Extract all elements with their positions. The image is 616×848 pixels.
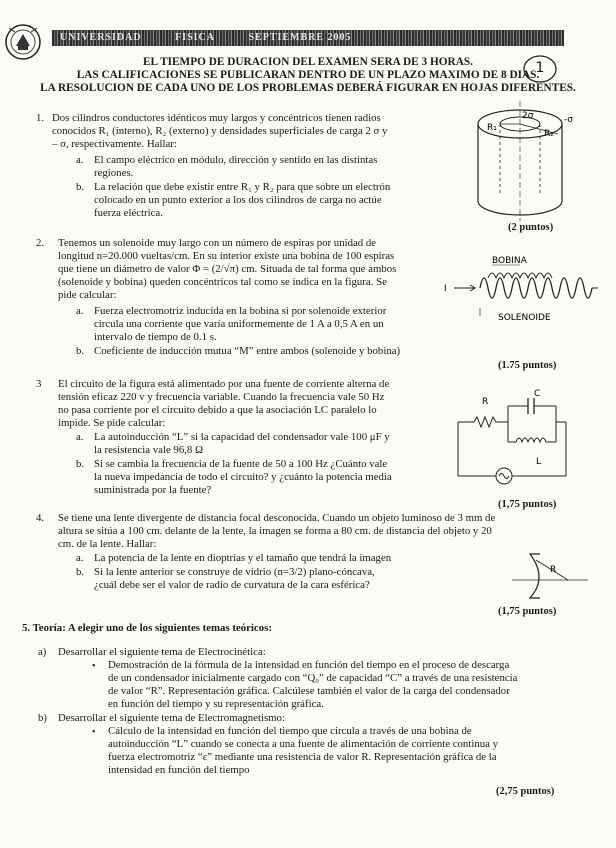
problem-4-points: (1,75 puntos)	[498, 606, 557, 617]
problem-4-number: 4.	[36, 512, 45, 524]
cylinder-sigma-inner: 2σ	[522, 111, 534, 121]
exam-header-bar	[52, 30, 564, 46]
subitem-label: b.	[76, 458, 85, 470]
problem-2b-text	[94, 345, 400, 358]
problem-3b-text	[94, 458, 392, 497]
problem-2b-line: Coeficiente de inducción mutua “M” entre ambos (solenoide y bobina)	[94, 345, 401, 357]
theory-a-line: de valor “R”. Representación gráfica. Calcúlese también el valor de la carga del condensador	[108, 685, 510, 697]
current-label: I	[444, 284, 447, 294]
theory-b-line: fuerza electromotriz “ε” mediante una resistencia de valor R. Representación gráfica de la	[108, 751, 497, 763]
problem-1a-line: El campo eléctrico en módulo, dirección y sentido en las distintas	[94, 154, 378, 166]
header-date: SEPTIEMBRE 2005	[248, 32, 352, 43]
problem-2-line: pide calcular:	[58, 289, 117, 301]
problem-3b-line: suministrada por la fuente?	[94, 484, 212, 496]
problem-1b-line: La relación que debe existir entre R₁ y R₂ para que sobre un electrón	[94, 181, 391, 193]
problem-2a-text	[94, 305, 386, 344]
theory-option-a-label: a)	[38, 646, 47, 658]
theory-b-line: Cálculo de la intensidad en función del tiempo que circula a través de una bobina de	[108, 725, 472, 737]
theory-a-line: Demostración de la fórmula de la intensidad en función del tiempo en el proceso de descarga	[108, 659, 510, 671]
lc-circuit-figure	[452, 384, 572, 492]
problem-4a-text	[94, 552, 391, 565]
problem-1-points: (2 puntos)	[508, 222, 554, 233]
problem-4b-line: ¿cuál debe ser el valor de radio de curvatura de la cara esférica?	[94, 579, 370, 591]
subitem-label: b.	[76, 181, 85, 193]
problem-1-text	[52, 112, 387, 151]
plano-concave-lens-figure	[510, 550, 590, 600]
problem-2a-line: Fuerza electromotriz inducida en la bobina si por solenoide exterior	[94, 305, 387, 317]
capacitor-label: C	[534, 389, 541, 399]
theory-a-line: en función del tiempo y su representación gráfica.	[108, 698, 324, 710]
solenoide-label: SOLENOIDE	[498, 313, 551, 323]
problem-3-points: (1,75 puntos)	[498, 499, 557, 510]
problem-2-line: longitud n=20.000 vueltas/cm. En su interior existe una bobina de 100 espiras	[58, 250, 395, 262]
subitem-label: a.	[76, 305, 84, 317]
notice-sheets: LA RESOLUCION DE CADA UNO DE LOS PROBLEMAS DEBERÁ FIGURAR EN HOJAS DIFERENTES.	[40, 82, 576, 94]
problem-2-points: (1.75 puntos)	[498, 360, 557, 371]
problem-4-line: altura se sitúa a 100 cm. delante de la lente, la imagen se forma a 80 cm. de distancia del objeto y 20	[58, 525, 492, 537]
cylinder-r1-label: R₁	[487, 123, 497, 133]
problem-3-number: 3	[36, 378, 42, 390]
problem-3b-line: Si se cambia la frecuencia de la fuente de 50 a 100 Hz ¿Cuánto vale	[94, 458, 388, 470]
problem-3-text	[58, 378, 389, 430]
problem-1a-text	[94, 154, 377, 180]
theory-b-line: autoinducción “L” cuando se conecta a una fuente de alimentación de corriente continua y	[108, 738, 499, 750]
theory-option-a-text	[108, 659, 517, 711]
problem-2a-line: intervalo de tiempo de 0.1 s.	[94, 331, 217, 343]
problem-3-line: El circuito de la figura está alimentado por una fuente de corriente alterna de	[58, 378, 390, 390]
problem-1-number: 1.	[36, 112, 45, 124]
problem-2-line: (solenoide y bobina) queden concéntricos tal como se indica en la figura. Se	[58, 276, 387, 288]
bobina-label: BOBINA	[492, 256, 527, 266]
notice-grades: LAS CALIFICACIONES SE PUBLICARAN DENTRO DE UN PLAZO MAXIMO DE 8 DIAS.	[76, 69, 540, 81]
bullet-icon: •	[92, 727, 96, 738]
theory-b-line: intensidad en función del tiempo	[108, 764, 250, 776]
problem-1b-text	[94, 181, 390, 220]
inductor-label: L	[536, 457, 542, 467]
problem-3a-line: La autoinducción “L” si la capacidad del condensador vale 100 μF y	[94, 431, 390, 443]
subitem-label: a.	[76, 154, 84, 166]
subitem-label: b.	[76, 345, 85, 357]
cylinder-sigma-outer: -σ	[564, 115, 573, 125]
theory-title: 5. Teoría: A elegir uno de los siguientes temas teóricos:	[22, 622, 272, 634]
theory-option-b-intro: Desarrollar el siguiente tema de Electromagnetismo:	[58, 712, 285, 724]
solenoid-figure	[440, 248, 600, 326]
problem-1-line: – σ, respectivamente. Hallar:	[52, 138, 177, 150]
problem-1b-line: fuerza eléctrica.	[94, 207, 163, 219]
notice-duration: EL TIEMPO DE DURACION DEL EXAMEN SERA DE 3 HORAS.	[143, 56, 473, 68]
subitem-label: a.	[76, 431, 84, 443]
exam-number: 1	[535, 60, 545, 76]
problem-2-line: Tenemos un solenoide muy largo con un número de espiras por unidad de	[58, 237, 377, 249]
subitem-label: b.	[76, 566, 85, 578]
problem-3-line: no pasa corriente por el circuito debido a que la asociación LC paralelo lo	[58, 404, 377, 416]
problem-4b-line: Si la lente anterior se construye de vidrio (n=3/2) plano-cóncava,	[94, 566, 375, 578]
concentric-cylinders-figure	[470, 96, 580, 226]
theory-a-line: de un condensador inicialmente cargado con “Q₀” de capacidad “C” a través de una resistencia	[108, 672, 518, 684]
problem-4-text	[58, 512, 495, 551]
problem-3b-line: la nueva impedancia de todo el circuito? y ¿cuánto la potencia media	[94, 471, 392, 483]
theory-option-a-intro: Desarrollar el siguiente tema de Electrocinética:	[58, 646, 266, 658]
problem-2-line: que tiene un diámetro de valor Φ = (2/√π) cm. Situada de tal forma que ambos	[58, 263, 397, 275]
problem-4-line: cm. de la lente. Hallar:	[58, 538, 157, 550]
problem-2a-line: circula una corriente que varía uniformemente de 1 A a 0,5 A en un	[94, 318, 384, 330]
subitem-label: a.	[76, 552, 84, 564]
bullet-icon: •	[92, 661, 96, 672]
problem-3-line: tensión eficaz 220 v y frecuencia variable. Cuando la frecuencia vale 50 Hz	[58, 391, 385, 403]
cylinder-r2-label: R₂	[544, 129, 554, 139]
theory-option-b-text	[108, 725, 498, 777]
problem-4-line: Se tiene una lente divergente de distancia focal desconocida. Cuando un objeto luminoso de 3 mm de	[58, 512, 496, 524]
problem-4a-line: La potencia de la lente en dioptrías y el tamaño que tendrá la imagen	[94, 552, 392, 564]
header-university: UNIVERSIDAD	[60, 32, 142, 43]
problem-4b-text	[94, 566, 375, 592]
problem-2-text	[58, 237, 396, 302]
problem-1-line: Dos cilindros conductores idénticos muy largos y concéntricos tienen radios	[52, 112, 381, 124]
problem-3a-text	[94, 431, 390, 457]
lens-radius-label: R	[550, 565, 557, 575]
header-subject: FISICA	[175, 32, 215, 43]
theory-points: (2,75 puntos)	[496, 786, 555, 797]
problem-3-line: impide. Se pide calcular:	[58, 417, 166, 429]
problem-1-line: conocidos R₁ (interno), R₂ (externo) y densidades superficiales de carga 2 σ y	[52, 125, 388, 137]
problem-2-number: 2.	[36, 237, 45, 249]
problem-1a-line: regiones.	[94, 167, 134, 179]
resistor-label: R	[482, 397, 489, 407]
problem-1b-line: colocado en un punto exterior a los dos cilindros de carga no actúe	[94, 194, 382, 206]
theory-option-b-label: b)	[38, 712, 47, 724]
problem-3a-line: la resistencia vale 96,8 Ω	[94, 444, 204, 456]
